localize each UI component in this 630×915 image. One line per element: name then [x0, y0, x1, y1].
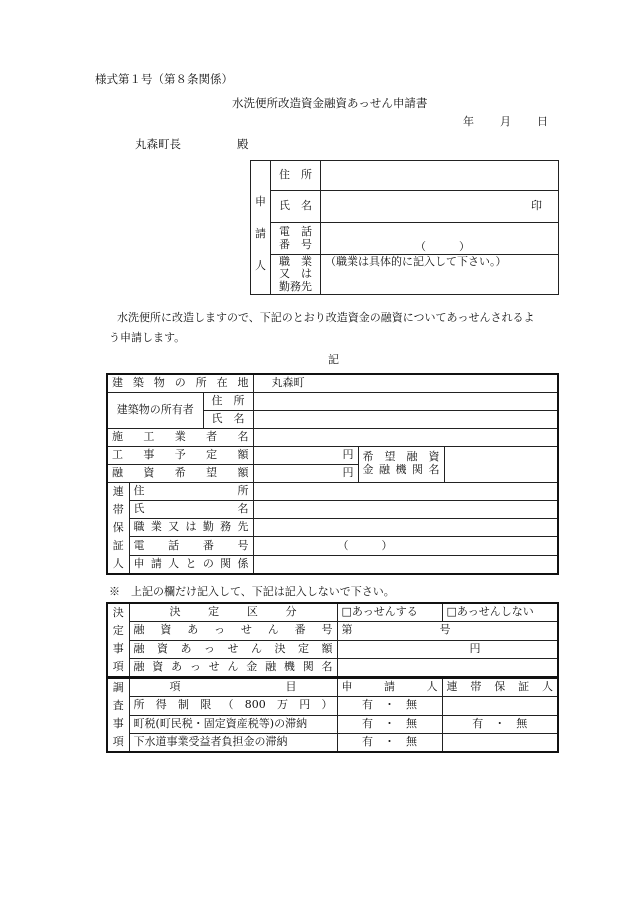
guarantor-group-label: 連 帯 保 証 人: [107, 482, 129, 574]
ki-label: 記: [328, 353, 339, 366]
guarantor-header: 連帯保証人: [442, 678, 558, 697]
location-field[interactable]: 丸森町: [253, 374, 558, 392]
applicant-name-label: 氏 名: [271, 191, 321, 223]
addressee-name: 丸森町長: [135, 137, 181, 151]
number-field[interactable]: 第 号: [337, 622, 558, 641]
option-yes-checkbox[interactable]: □あっせんする: [337, 603, 442, 622]
guarantor-relation-field[interactable]: [253, 555, 558, 573]
owner-address-field[interactable]: [253, 392, 558, 410]
decision-group-label: 決 定 事 項: [107, 603, 129, 677]
guarantor-address-label: 住所: [129, 482, 253, 500]
guarantor-name-label: 氏名: [129, 500, 253, 518]
applicant-job-label: 職 業 又 は 勤務先: [271, 255, 321, 295]
guarantor-phone-field[interactable]: （ ）: [253, 537, 558, 555]
survey-row-label: 所得制限（800万円）: [129, 697, 337, 716]
contractor-label: 施工業者名: [107, 428, 253, 446]
survey-group-label: 調 査 事 項: [107, 678, 129, 752]
form-number: 様式第１号（第８条関係）: [95, 72, 233, 86]
owner-name-field[interactable]: [253, 410, 558, 428]
applicant-address-label: 住 所: [271, 161, 321, 191]
owner-name-label: 氏 名: [203, 410, 253, 428]
cost-field[interactable]: 円: [253, 446, 358, 464]
guarantor-job-label: 職業又は勤務先: [129, 519, 253, 537]
body-text-line1: 水洗便所に改造しますので、下記のとおり改造資金の融資についてあっせんされるよ: [117, 311, 535, 324]
body-text-line2: う申請します。: [109, 331, 186, 344]
survey-row-label: 町税(町民税・固定資産税等)の滞納: [129, 715, 337, 734]
seal-mark: 印: [531, 199, 542, 213]
guarantor-phone-label: 電話番号: [129, 537, 253, 555]
number-label: 融資あっせん番号: [129, 622, 337, 641]
survey-guarantor-choice[interactable]: [442, 697, 558, 716]
owner-address-label: 住 所: [203, 392, 253, 410]
survey-applicant-choice[interactable]: 有 ・ 無: [337, 715, 442, 734]
bank-label: 希望融資 金融機関名: [358, 446, 444, 482]
decision-bank-label: 融資あっせん金融機関名: [129, 659, 337, 678]
guarantor-relation-label: 申請人との関係: [129, 555, 253, 573]
survey-guarantor-choice[interactable]: 有 ・ 無: [442, 715, 558, 734]
date-year: 年: [463, 115, 474, 128]
note-text: ※ 上記の欄だけ記入して、下記は記入しないで下さい。: [109, 585, 395, 598]
item-header: 項目: [129, 678, 337, 697]
applicant-group-label: 申 請 人: [251, 161, 271, 295]
page-title: 水洗便所改造資金融資あっせん申請書: [232, 96, 428, 110]
loan-field[interactable]: 円: [253, 464, 358, 482]
applicant-phone-field[interactable]: （ ）: [321, 223, 559, 255]
guarantor-name-field[interactable]: [253, 500, 558, 518]
guarantor-job-field[interactable]: [253, 519, 558, 537]
survey-row-label: 下水道事業受益者負担金の滞納: [129, 734, 337, 753]
survey-applicant-choice[interactable]: 有 ・ 無: [337, 697, 442, 716]
survey-guarantor-choice[interactable]: [442, 734, 558, 753]
survey-applicant-choice[interactable]: 有 ・ 無: [337, 734, 442, 753]
applicant-address-field[interactable]: [321, 161, 559, 191]
applicant-job-field[interactable]: [321, 255, 559, 295]
survey-table: [106, 677, 559, 753]
decision-table: [106, 602, 559, 678]
job-note: （職業は具体的に記入して下さい。）: [325, 255, 507, 268]
bank-field[interactable]: [444, 446, 558, 482]
date-day: 日: [537, 115, 548, 128]
option-no-checkbox[interactable]: □あっせんしない: [442, 603, 558, 622]
owner-label: 建築物の所有者: [107, 392, 203, 428]
location-label: 建築物の所在地: [107, 374, 253, 392]
addressee-honorific: 殿: [237, 137, 249, 151]
decision-bank-field[interactable]: [337, 659, 558, 678]
main-table: [106, 373, 559, 575]
amount-field[interactable]: 円: [337, 640, 558, 659]
loan-label: 融資希望額: [107, 464, 253, 482]
cost-label: 工事予定額: [107, 446, 253, 464]
decision-label: 決定区分: [129, 603, 337, 622]
applicant-table: [250, 160, 559, 295]
applicant-name-field[interactable]: [321, 191, 559, 223]
date-month: 月: [500, 115, 511, 128]
applicant-header: 申請人: [337, 678, 442, 697]
amount-label: 融資あっせん決定額: [129, 640, 337, 659]
contractor-field[interactable]: [253, 428, 558, 446]
applicant-phone-label: 電 話 番 号: [271, 223, 321, 255]
guarantor-address-field[interactable]: [253, 482, 558, 500]
